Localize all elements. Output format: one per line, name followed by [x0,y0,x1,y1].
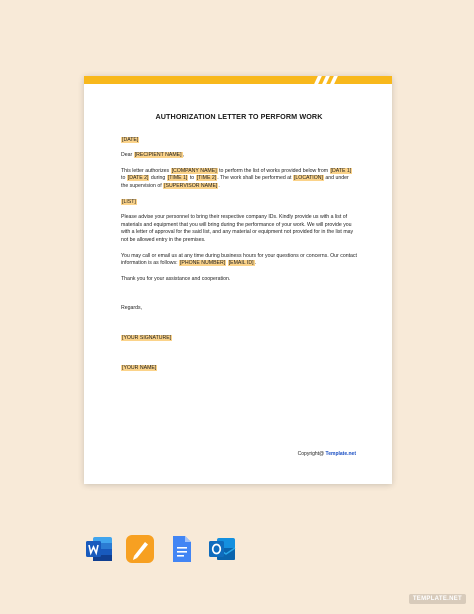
paragraph-text: during [149,175,167,182]
paragraph-text: . The work shall be performed at [217,175,293,182]
paragraph-text: You may call or email us at any time during business hours for your questions or concerns. Our contact information is as follows: [121,252,357,267]
google-docs-icon[interactable] [166,534,196,564]
salutation-text: Dear [121,152,134,159]
closing: Regards, [121,305,143,312]
name-placeholder: [YOUR NAME] [122,364,157,371]
document-title: AUTHORIZATION LETTER TO PERFORM WORK [155,112,323,121]
paragraph-instructions: Please advise your personnel to bring their respective company IDs. Kindly provide us with a list of materials and equipment that you will bring during the performance of your work. We will provide you with a letter of approval for the said list, and any material or equipment not provided for in the list may not be allowed entry in the premises. [121,214,354,243]
copyright-link[interactable]: Template.net [325,451,356,457]
company-placeholder: [COMPANY NAME] [171,167,217,174]
paragraph-text: This letter authorizes [121,167,171,174]
date-placeholder: [DATE] [122,136,139,143]
supervisor-placeholder: [SUPERVISOR NAME] [164,182,218,189]
outlook-icon[interactable] [207,534,237,564]
time1-placeholder: [TIME 1] [167,175,188,182]
paragraph-authorization [121,168,357,191]
location-placeholder: [LOCATION] [293,175,323,182]
paragraph-text: to [188,175,196,182]
email-placeholder: [EMAIL ID] [228,260,254,267]
paragraph-text: to [121,175,127,182]
letter-body [121,113,357,380]
paragraph-text: and under the supervision of [121,175,349,189]
paragraph-contact [121,253,357,268]
word-icon[interactable] [84,534,114,564]
paragraph-text: . [218,182,220,189]
watermark: TEMPLATE.NET [409,594,466,604]
paragraph-text: to perform the list of works provided below from [217,167,330,174]
accent-stripe [329,76,339,84]
date1-placeholder: [DATE 1] [330,167,352,174]
time2-placeholder: [TIME 2] [196,175,217,182]
recipient-placeholder: [RECIPIENT NAME] [134,152,182,159]
paragraph-thanks: Thank you for your assistance and cooperation. [121,275,231,282]
app-icons [84,534,237,564]
document-page [84,76,392,484]
signature-placeholder: [YOUR SIGNATURE] [122,334,172,341]
date2-placeholder: [DATE 2] [127,175,149,182]
list-placeholder: [LIST] [122,198,136,205]
accent-bar [84,76,392,84]
pages-icon[interactable] [125,534,155,564]
copyright-footer [298,451,356,457]
phone-placeholder: [PHONE NUMBER] [179,260,226,267]
salutation [121,152,357,160]
copyright-text: Copyright@ [297,451,326,457]
salutation-comma: , [182,152,185,159]
paragraph-text: . [254,260,257,267]
